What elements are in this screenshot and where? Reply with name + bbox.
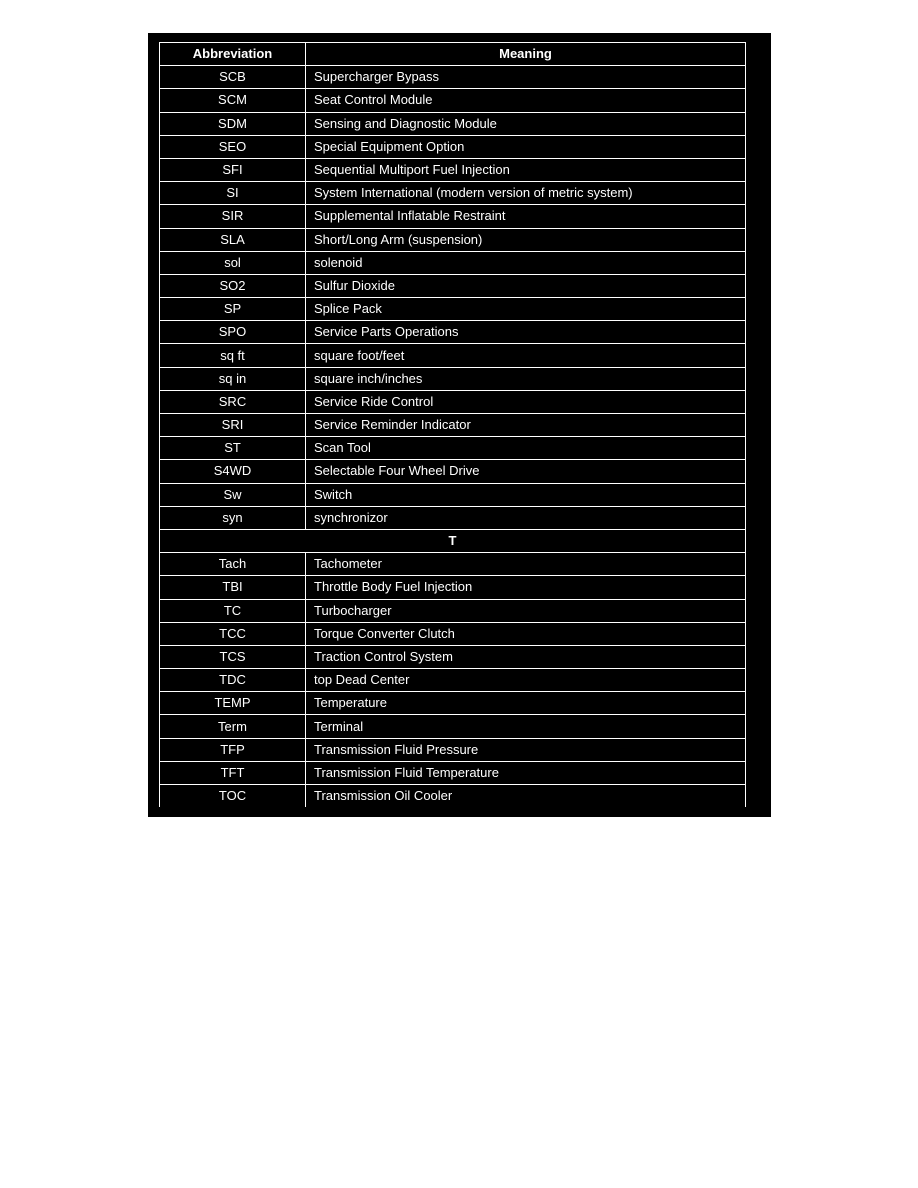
- table-row: [160, 622, 746, 645]
- table-header-row: [160, 43, 746, 66]
- abbreviation-table: [159, 42, 746, 807]
- meaning-cell: Temperature: [306, 692, 746, 715]
- abbreviation-cell: SP: [160, 298, 306, 321]
- abbreviation-table-frame: [148, 33, 771, 817]
- abbreviation-cell: ST: [160, 437, 306, 460]
- meaning-cell: Service Parts Operations: [306, 321, 746, 344]
- abbreviation-cell: SPO: [160, 321, 306, 344]
- meaning-cell: Traction Control System: [306, 645, 746, 668]
- meaning-cell: Transmission Fluid Pressure: [306, 738, 746, 761]
- table-row: [160, 228, 746, 251]
- abbreviation-cell: SFI: [160, 158, 306, 181]
- table-row: [160, 390, 746, 413]
- meaning-cell: square foot/feet: [306, 344, 746, 367]
- abbreviation-cell: TC: [160, 599, 306, 622]
- abbreviation-cell: TFP: [160, 738, 306, 761]
- abbreviation-cell: S4WD: [160, 460, 306, 483]
- abbreviation-cell: SCB: [160, 66, 306, 89]
- abbreviation-column-header: Abbreviation: [160, 43, 306, 66]
- meaning-cell: Seat Control Module: [306, 89, 746, 112]
- table-row: [160, 553, 746, 576]
- table-row: [160, 274, 746, 297]
- table-row: [160, 506, 746, 529]
- table-row: [160, 599, 746, 622]
- table-row: [160, 785, 746, 808]
- table-row: [160, 135, 746, 158]
- table-row: [160, 66, 746, 89]
- abbreviation-cell: Term: [160, 715, 306, 738]
- meaning-cell: Splice Pack: [306, 298, 746, 321]
- table-row: [160, 182, 746, 205]
- meaning-cell: System International (modern version of metric system): [306, 182, 746, 205]
- table-row: [160, 367, 746, 390]
- abbreviation-cell: SRI: [160, 414, 306, 437]
- abbreviation-cell: SRC: [160, 390, 306, 413]
- meaning-column-header: Meaning: [306, 43, 746, 66]
- abbreviation-cell: syn: [160, 506, 306, 529]
- abbreviation-cell: TCS: [160, 645, 306, 668]
- abbreviation-cell: TFT: [160, 761, 306, 784]
- abbreviation-cell: TBI: [160, 576, 306, 599]
- meaning-cell: Service Reminder Indicator: [306, 414, 746, 437]
- meaning-cell: Selectable Four Wheel Drive: [306, 460, 746, 483]
- abbreviation-cell: sol: [160, 251, 306, 274]
- meaning-cell: Torque Converter Clutch: [306, 622, 746, 645]
- abbreviation-cell: TCC: [160, 622, 306, 645]
- abbreviation-cell: SLA: [160, 228, 306, 251]
- table-row: [160, 692, 746, 715]
- meaning-cell: Sensing and Diagnostic Module: [306, 112, 746, 135]
- table-row: [160, 437, 746, 460]
- table-row: [160, 483, 746, 506]
- meaning-cell: square inch/inches: [306, 367, 746, 390]
- table-row: [160, 576, 746, 599]
- meaning-cell: Transmission Oil Cooler: [306, 785, 746, 808]
- abbreviation-cell: TEMP: [160, 692, 306, 715]
- abbreviation-cell: SDM: [160, 112, 306, 135]
- abbreviation-cell: sq in: [160, 367, 306, 390]
- abbreviation-cell: SI: [160, 182, 306, 205]
- table-row: [160, 298, 746, 321]
- abbreviation-cell: SO2: [160, 274, 306, 297]
- meaning-cell: Sequential Multiport Fuel Injection: [306, 158, 746, 181]
- meaning-cell: Scan Tool: [306, 437, 746, 460]
- meaning-cell: Throttle Body Fuel Injection: [306, 576, 746, 599]
- table-row: [160, 761, 746, 784]
- abbreviation-cell: SIR: [160, 205, 306, 228]
- meaning-cell: top Dead Center: [306, 669, 746, 692]
- table-row: [160, 89, 746, 112]
- meaning-cell: Service Ride Control: [306, 390, 746, 413]
- table-row: [160, 460, 746, 483]
- table-row: [160, 738, 746, 761]
- meaning-cell: Turbocharger: [306, 599, 746, 622]
- meaning-cell: synchronizor: [306, 506, 746, 529]
- meaning-cell: solenoid: [306, 251, 746, 274]
- meaning-cell: Special Equipment Option: [306, 135, 746, 158]
- table-row: [160, 715, 746, 738]
- t-section-rows: [160, 553, 746, 808]
- abbreviation-cell: SCM: [160, 89, 306, 112]
- table-row: [160, 321, 746, 344]
- table-row: [160, 251, 746, 274]
- section-letter: T: [160, 529, 746, 552]
- meaning-cell: Supercharger Bypass: [306, 66, 746, 89]
- section-divider-row: [160, 529, 746, 552]
- abbreviation-cell: sq ft: [160, 344, 306, 367]
- abbreviation-cell: TOC: [160, 785, 306, 808]
- meaning-cell: Sulfur Dioxide: [306, 274, 746, 297]
- table-row: [160, 205, 746, 228]
- abbreviation-cell: Sw: [160, 483, 306, 506]
- abbreviation-cell: TDC: [160, 669, 306, 692]
- table-row: [160, 158, 746, 181]
- meaning-cell: Terminal: [306, 715, 746, 738]
- meaning-cell: Transmission Fluid Temperature: [306, 761, 746, 784]
- abbreviation-cell: SEO: [160, 135, 306, 158]
- table-row: [160, 669, 746, 692]
- meaning-cell: Switch: [306, 483, 746, 506]
- table-row: [160, 414, 746, 437]
- s-section-rows: [160, 66, 746, 530]
- table-row: [160, 112, 746, 135]
- meaning-cell: Supplemental Inflatable Restraint: [306, 205, 746, 228]
- meaning-cell: Tachometer: [306, 553, 746, 576]
- table-row: [160, 344, 746, 367]
- meaning-cell: Short/Long Arm (suspension): [306, 228, 746, 251]
- table-row: [160, 645, 746, 668]
- t-section-header: [160, 529, 746, 552]
- abbreviation-cell: Tach: [160, 553, 306, 576]
